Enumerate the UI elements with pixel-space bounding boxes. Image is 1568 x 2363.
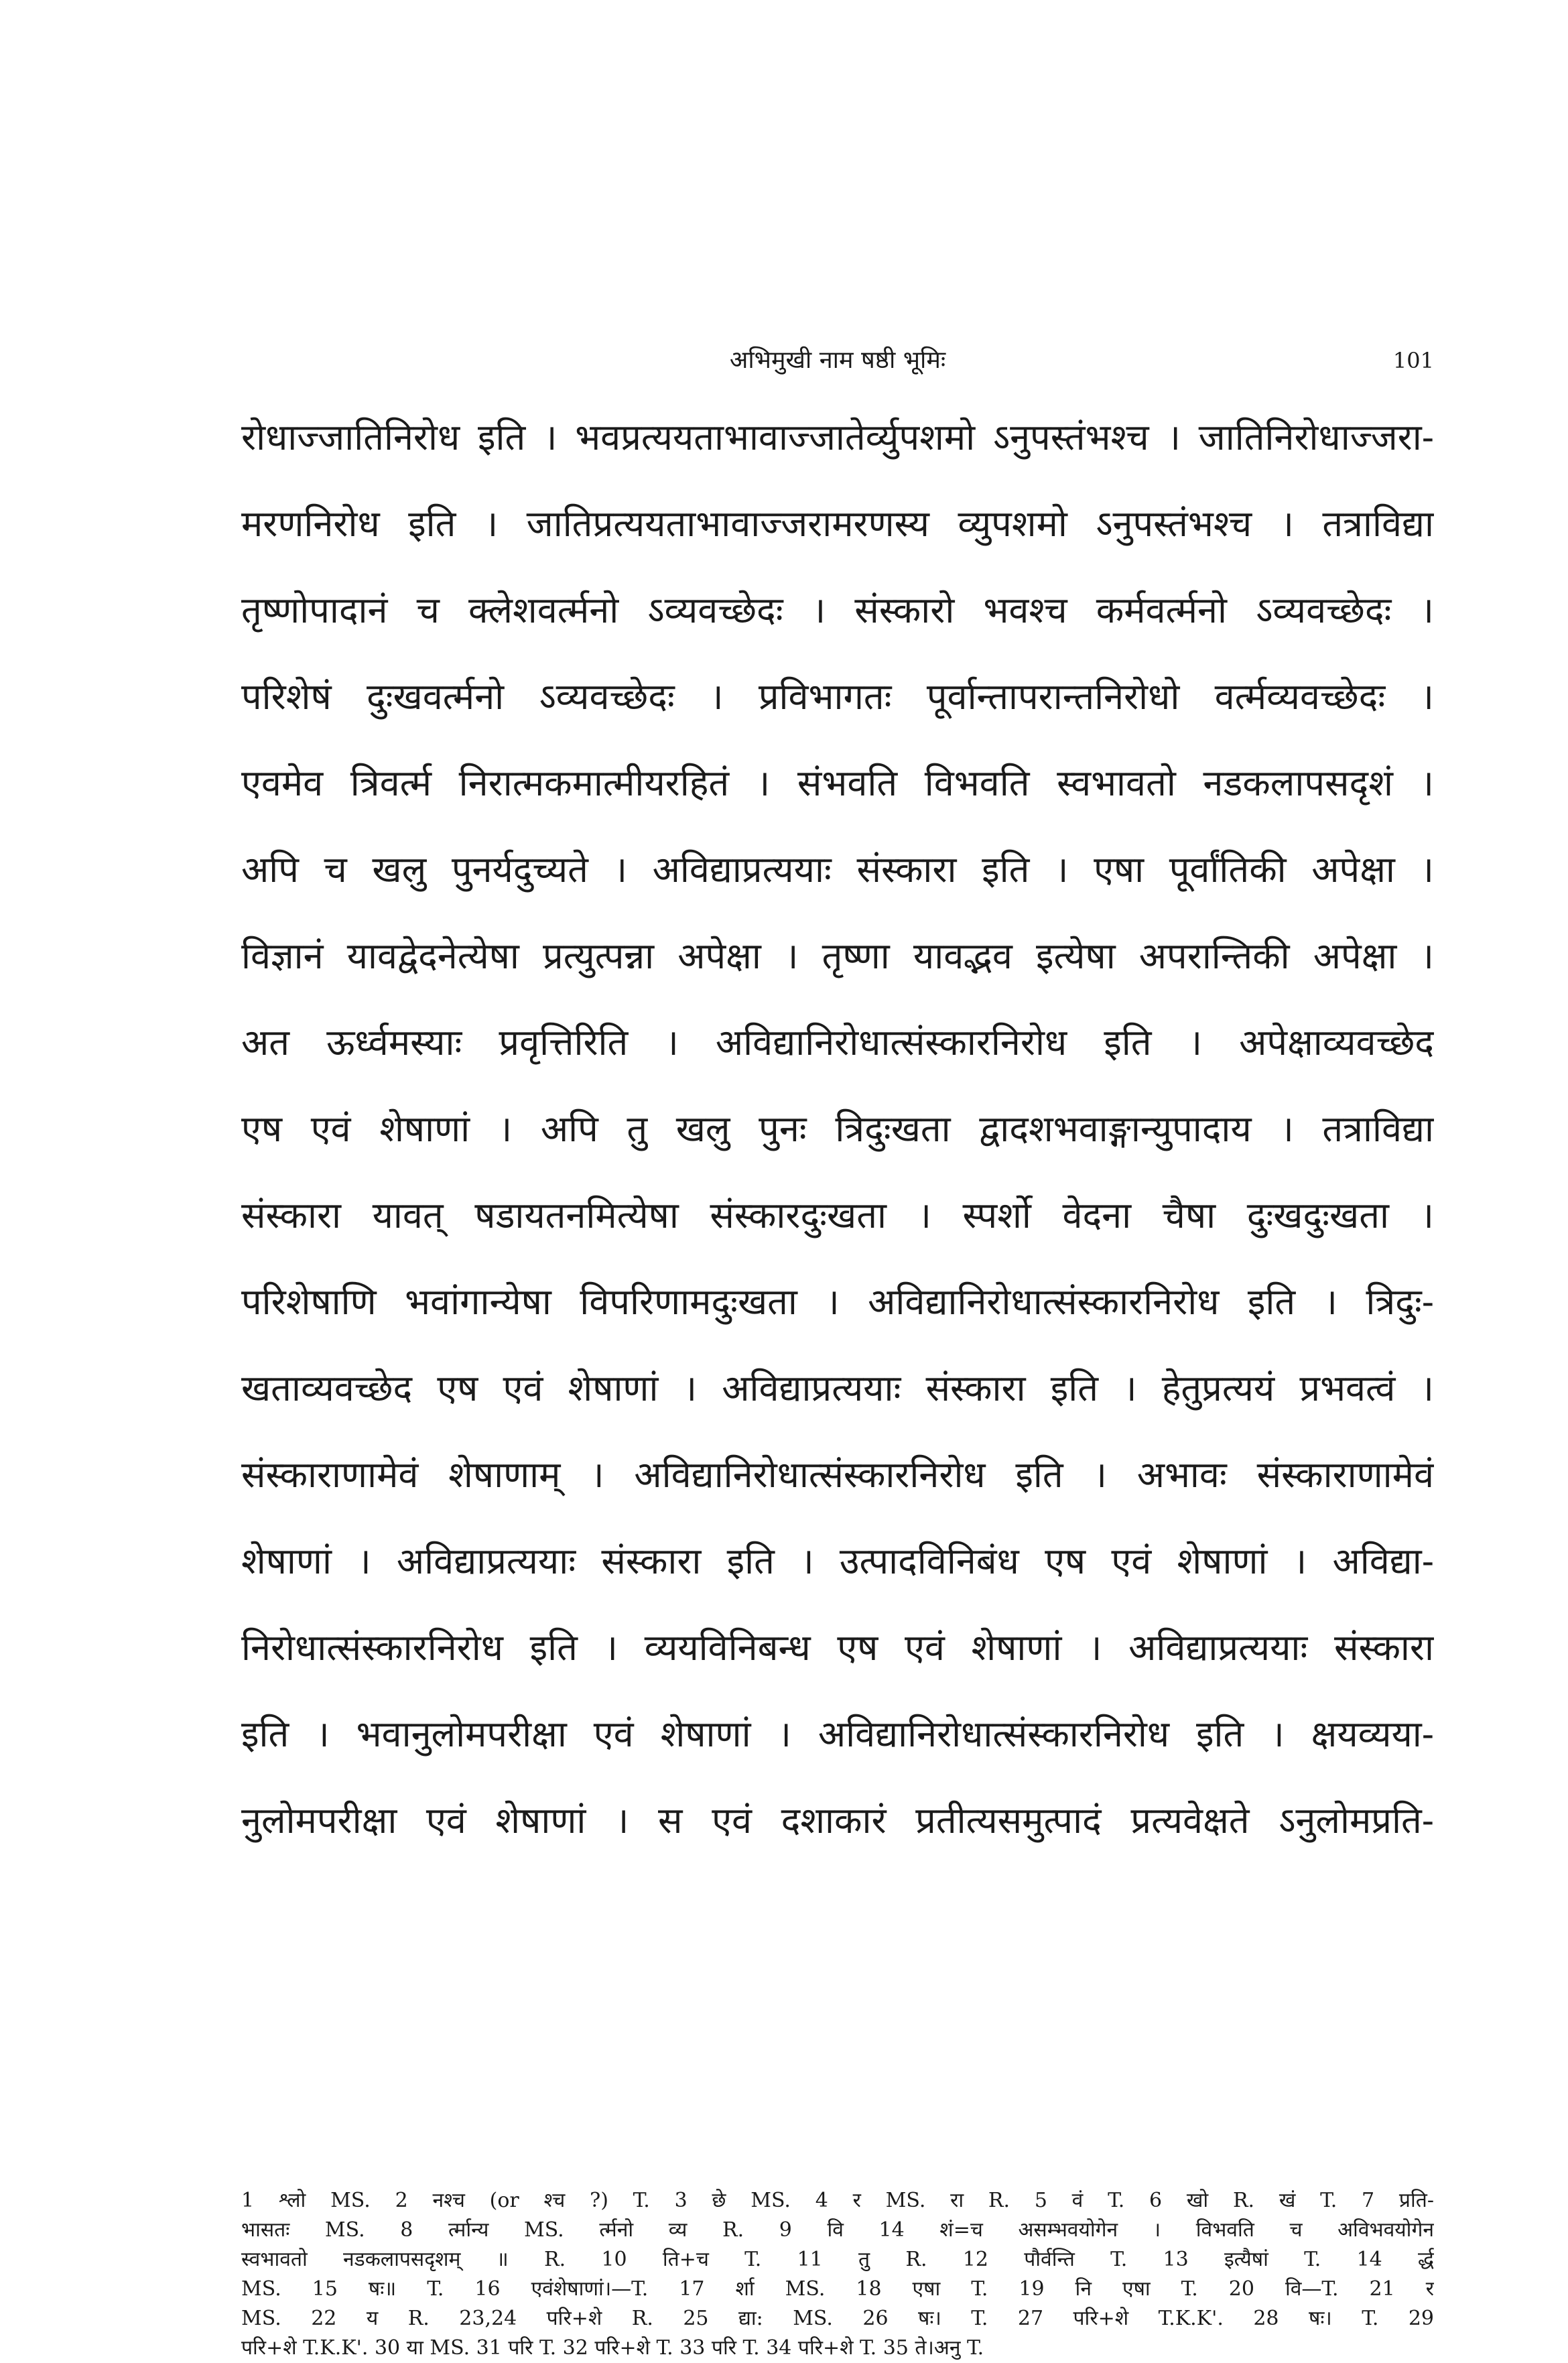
- body-text: [241, 394, 1434, 1864]
- body-line: इति । भवानुलोमपरीक्षा एवं शेषाणां । अविद्यानिरोधात्संस्कारनिरोध इति । क्षयव्यया-: [241, 1713, 1434, 1755]
- footnote-line: भासतः MS. 8 र्त्मान्य MS. र्त्मनो व्य R. 9 वि 14 शं=च असम्भवयोगेन । विभवति च अविभवयोगेन: [241, 2218, 1434, 2242]
- running-head: [241, 340, 1434, 381]
- footnote-line: स्वभावतो नडकलापसदृशम् ॥ R. 10 ति+च T. 11 तु R. 12 पौर्वन्ति T. 13 इत्यैषां T. 14 र्द्ध: [241, 2248, 1434, 2271]
- body-line: परिशेषं दुःखवर्त्मनो ऽव्यवच्छेदः । प्रविभागतः पूर्वान्तापरान्तनिरोधो वर्त्मव्यवच्छेदः ।: [241, 676, 1434, 718]
- body-line: अत ऊर्ध्वमस्याः प्रवृत्तिरिति । अविद्यानिरोधात्संस्कारनिरोध इति । अपेक्षाव्यवच्छेद: [241, 1021, 1434, 1064]
- footnote-line: 1 श्लो MS. 2 नश्च (or श्च ?) T. 3 छे MS. 4 र MS. रा R. 5 वं T. 6 खो R. खं T. 7 प्रति-: [241, 2189, 1434, 2212]
- running-title: अभिमुखी नाम षष्ठी भूमिः: [729, 346, 946, 374]
- body-line: नुलोमपरीक्षा एवं शेषाणां । स एवं दशाकारं प्रतीत्यसमुत्पादं प्रत्यवेक्षते ऽनुलोमप्रति-: [241, 1799, 1434, 1842]
- body-line: एवमेव त्रिवर्त्म निरात्मकमात्मीयरहितं । संभवति विभवति स्वभावतो नडकलापसदृशं ।: [241, 762, 1434, 804]
- body-line: निरोधात्संस्कारनिरोध इति । व्ययविनिबन्ध एष एवं शेषाणां । अविद्याप्रत्ययाः संस्कारा: [241, 1626, 1434, 1669]
- footnote-line: परि+शे T.K.K'. 30 या MS. 31 परि T. 32 परि+शे T. 33 परि T. 34 परि+शे T. 35 ते।अनु T.: [241, 2336, 984, 2360]
- body-line: तृष्णोपादानं च क्लेशवर्त्मनो ऽव्यवच्छेदः । संस्कारो भवश्च कर्मवर्त्मनो ऽव्यवच्छेदः ।: [241, 589, 1434, 631]
- footnote-line: MS. 22 य R. 23,24 परि+शे R. 25 द्या: MS. 26 षः। T. 27 परि+शे T.K.K'. 28 षः। T. 29: [241, 2307, 1434, 2330]
- body-line: संस्काराणामेवं शेषाणाम् । अविद्यानिरोधात्संस्कारनिरोध इति । अभावः संस्काराणामेवं: [241, 1454, 1434, 1496]
- body-line: एष एवं शेषाणां । अपि तु खलु पुनः त्रिदुःखता द्वादशभवाङ्गान्युपादाय । तत्राविद्या: [241, 1108, 1434, 1150]
- body-line: शेषाणां । अविद्याप्रत्ययाः संस्कारा इति । उत्पादविनिबंध एष एवं शेषाणां । अविद्या-: [241, 1540, 1434, 1582]
- body-line: अपि च खलु पुनर्यदुच्यते । अविद्याप्रत्ययाः संस्कारा इति । एषा पूर्वांतिकी अपेक्षा ।: [241, 848, 1434, 891]
- footnote-line: MS. 15 षः॥ T. 16 एवंशेषाणां।—T. 17 र्शा MS. 18 एषा T. 19 नि एषा T. 20 वि—T. 21 र: [241, 2277, 1434, 2301]
- body-line: विज्ञानं यावद्वेदनेत्येषा प्रत्युत्पन्ना अपेक्षा । तृष्णा यावद्भव इत्येषा अपरान्तिकी अपेक्षा ।: [241, 935, 1434, 977]
- body-line: परिशेषाणि भवांगान्येषा विपरिणामदुःखता । अविद्यानिरोधात्संस्कारनिरोध इति । त्रिदुः-: [241, 1281, 1434, 1323]
- footnotes: [241, 2186, 1434, 2363]
- body-line: संस्कारा यावत् षडायतनमित्येषा संस्कारदुःखता । स्पर्शो वेदना चैषा दुःखदुःखता ।: [241, 1194, 1434, 1236]
- body-line: खताव्यवच्छेद एष एवं शेषाणां । अविद्याप्रत्ययाः संस्कारा इति । हेतुप्रत्ययं प्रभवत्वं ।: [241, 1367, 1434, 1409]
- page-number: 101: [1392, 348, 1434, 373]
- body-line: रोधाज्जातिनिरोध इति । भवप्रत्ययताभावाज्जातेर्व्युपशमो ऽनुपस्तंभश्च । जातिनिरोधाज्जरा-: [241, 416, 1434, 458]
- body-line: मरणनिरोध इति । जातिप्रत्ययताभावाज्जरामरणस्य व्युपशमो ऽनुपस्तंभश्च । तत्राविद्या: [241, 503, 1434, 545]
